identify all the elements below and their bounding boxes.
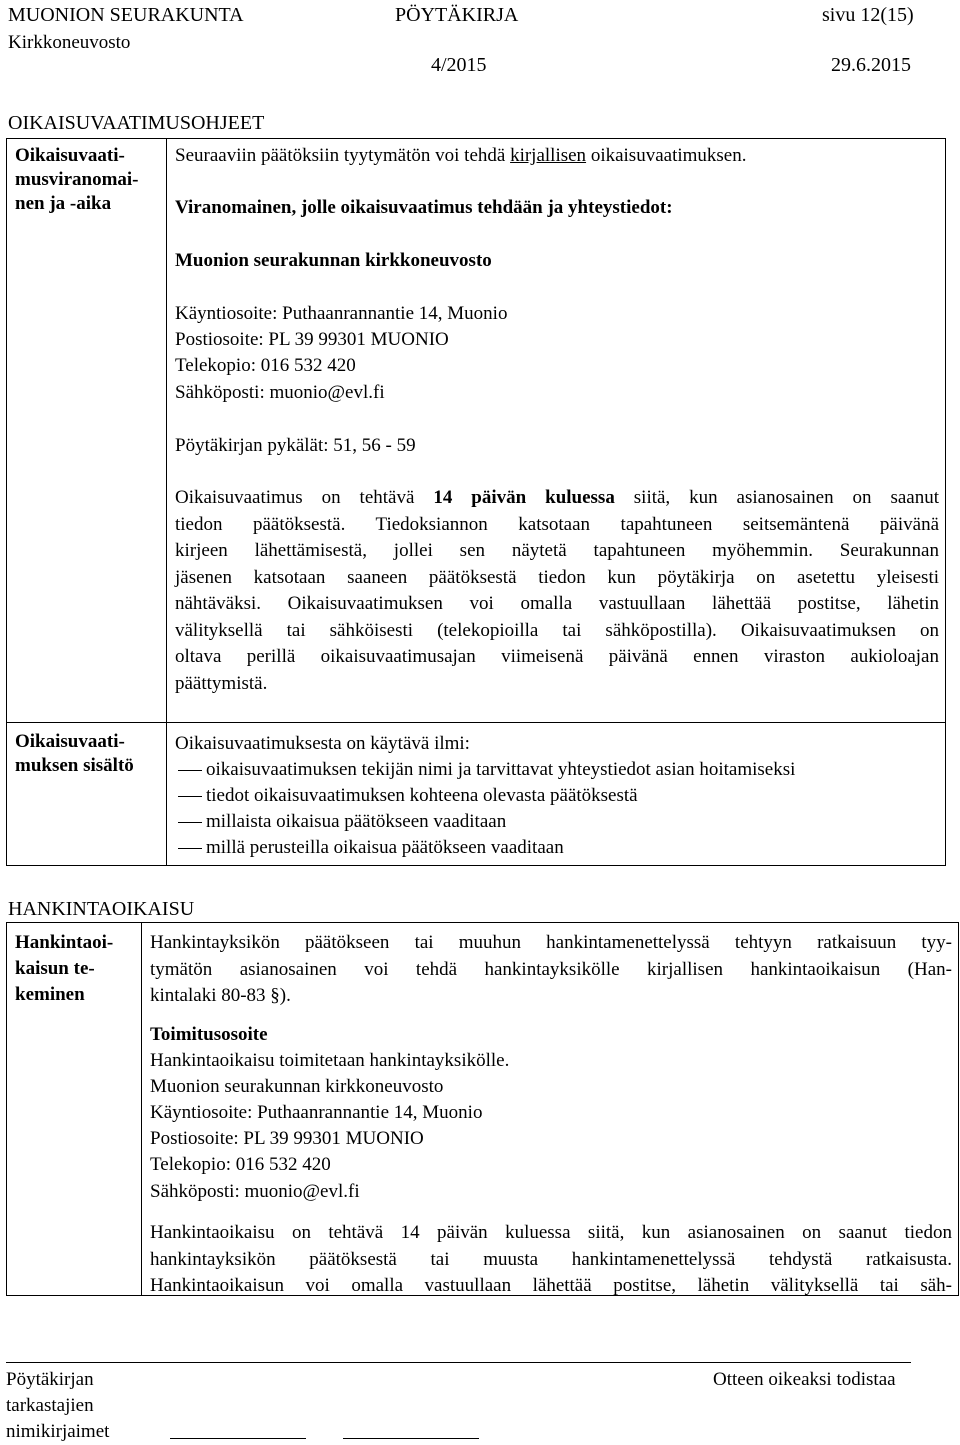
dash-bullet bbox=[178, 770, 202, 771]
postal-address: Postiosoite: PL 39 99301 MUONIO bbox=[175, 329, 449, 350]
delivery-line: Telekopio: 016 532 420 bbox=[150, 1154, 331, 1175]
visiting-address: Käyntiosoite: Puthaanrannantie 14, Muonio bbox=[175, 303, 508, 324]
dash-bullet bbox=[178, 796, 202, 797]
footer-rule bbox=[6, 1362, 911, 1363]
appeal-content-label: Oikaisuvaati- muksen sisältö bbox=[15, 731, 134, 776]
dash-bullet bbox=[178, 822, 202, 823]
authority-name: Muonion seurakunnan kirkkoneuvosto bbox=[175, 250, 492, 271]
organization-name: MUONION SEURAKUNTA bbox=[8, 4, 244, 26]
procurement-intro-paragraph: Hankintayksikön päätökseen tai muuhun hankintamenettelyssä tehtyyn ratkaisuun tyy- tymätön asianosainen voi tehdä hankintayksikölle kirjallisen hankintaoikaisun (Han- kintalaki 80-83 §). bbox=[150, 932, 952, 1006]
appeal-intro: Seuraaviin päätöksiin tyytymätön voi tehdä kirjallisen oikaisuvaatimuksen. bbox=[175, 145, 747, 166]
signers-label: Pöytäkirjan tarkastajien nimikirjaimet bbox=[6, 1369, 110, 1442]
table-divider bbox=[141, 923, 142, 1295]
delivery-line: Muonion seurakunnan kirkkoneuvosto bbox=[150, 1076, 444, 1097]
initials-line bbox=[343, 1438, 479, 1439]
procurement-label: Hankintaoi- kaisun te- keminen bbox=[15, 932, 114, 1005]
certification-text: Otteen oikeaksi todistaa bbox=[713, 1369, 896, 1390]
dash-bullet bbox=[178, 848, 202, 849]
content-heading: Oikaisuvaatimuksesta on käytävä ilmi: bbox=[175, 733, 470, 754]
procurement-section-title: HANKINTAOIKAISU bbox=[8, 898, 195, 920]
appeal-deadline-paragraph: Oikaisuvaatimus on tehtävä 14 päivän kuluessa siitä, kun asianosainen on saanut tiedon päätöksestä. Tiedoksiannon katsotaan tapahtuneen seitsemäntenä päivänä kirjeen lähettämisestä, jollei sen näytetä tapahtuneen myöhemmin. Seurakunnan jäsenen katsotaan saaneen päätöksestä tiedon kun pöytäkirja on asetettu yleisesti nähtäväksi. Oikaisuvaatimuksen voi omalla vastuullaan lähettää postitse, lähetin välityksellä tai sähköisesti (telekopioilla tai sähköpostilla). Oikaisuvaatimuksen on oltava perillä oikaisuvaatimusajan viimeisenä päivänä ennen viraston aukioloajan päättymistä. bbox=[175, 487, 940, 694]
delivery-line: Hankintaoikaisu toimitetaan hankintayksikölle. bbox=[150, 1050, 510, 1071]
table-divider bbox=[166, 139, 167, 865]
table-divider bbox=[7, 722, 945, 723]
minutes-number: 4/2015 bbox=[431, 54, 487, 76]
deadline-emphasis: 14 päivän kuluessa bbox=[433, 487, 615, 508]
minutes-sections: Pöytäkirjan pykälät: 51, 56 - 59 bbox=[175, 435, 416, 456]
delivery-heading: Toimitusosoite bbox=[150, 1024, 268, 1045]
delivery-line: Käyntiosoite: Puthaanrannantie 14, Muonio bbox=[150, 1102, 483, 1123]
authority-heading: Viranomainen, jolle oikaisuvaatimus tehdään ja yhteystiedot: bbox=[175, 197, 673, 218]
delivery-line: Postiosoite: PL 39 99301 MUONIO bbox=[150, 1128, 424, 1149]
appeal-authority-label: Oikaisuvaati- musviranomai- nen ja -aika bbox=[15, 145, 139, 214]
written-emphasis: kirjallisen bbox=[510, 145, 587, 166]
meeting-body: Kirkkoneuvosto bbox=[8, 32, 131, 53]
meeting-date: 29.6.2015 bbox=[831, 54, 911, 76]
email-address: Sähköposti: muonio@evl.fi bbox=[175, 382, 385, 403]
fax-number: Telekopio: 016 532 420 bbox=[175, 355, 356, 376]
document-type: PÖYTÄKIRJA bbox=[395, 4, 519, 26]
appeal-section-title: OIKAISUVAATIMUSOHJEET bbox=[8, 112, 265, 134]
delivery-line: Sähköposti: muonio@evl.fi bbox=[150, 1181, 360, 1202]
procurement-deadline-paragraph: Hankintaoikaisu on tehtävä 14 päivän kuluessa siitä, kun asianosainen on saanut tiedon hankintayksikön päätöksestä tai muusta hankintamenettelyssä tehdystä ratkaisusta. Hankintaoikaisun voi omalla vastuullaan lähettää postitse, lähetin välityksellä tai säh- bbox=[150, 1222, 952, 1296]
page-number: sivu 12(15) bbox=[822, 4, 914, 26]
initials-line bbox=[170, 1438, 306, 1439]
